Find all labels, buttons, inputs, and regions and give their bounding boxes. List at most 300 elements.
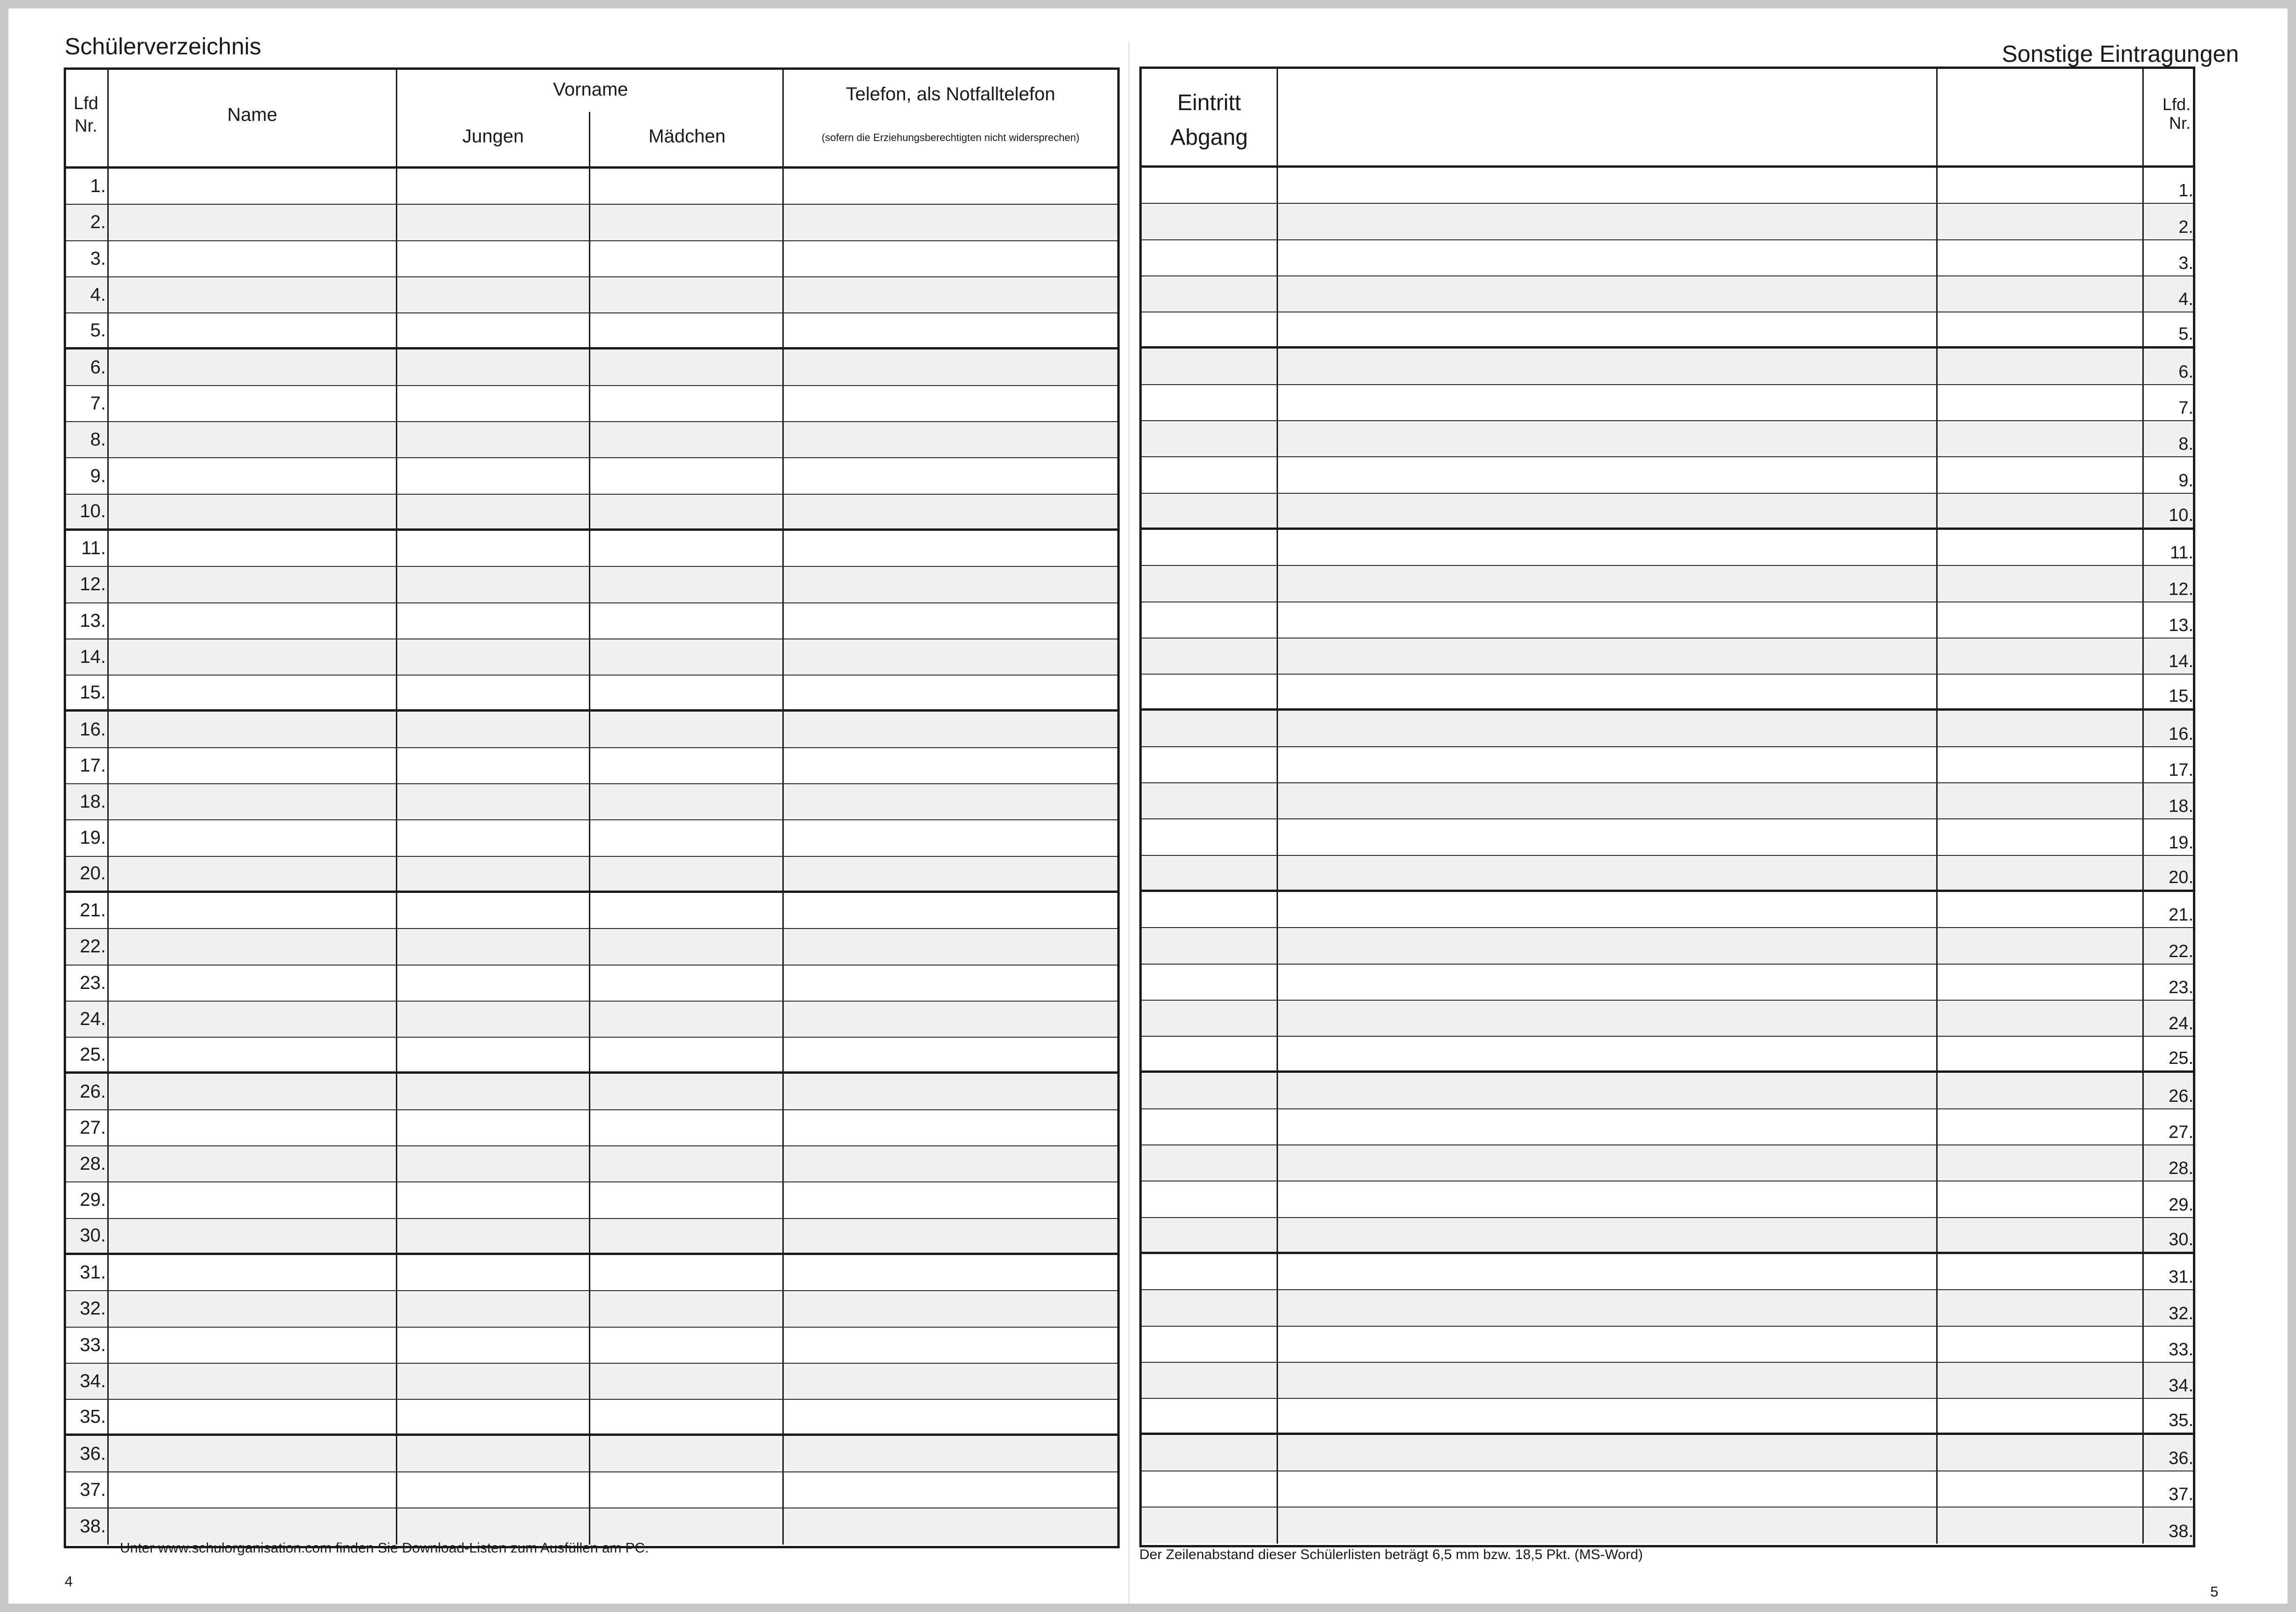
divider	[782, 386, 784, 421]
divider	[782, 422, 784, 457]
divider	[2142, 457, 2144, 492]
divider	[1936, 1218, 1938, 1252]
divider	[1277, 1327, 1278, 1362]
divider	[1936, 1073, 1938, 1108]
divider	[782, 531, 784, 566]
divider	[2142, 639, 2144, 674]
other-entries-table	[1139, 67, 2195, 1547]
table-row	[1142, 819, 2193, 855]
divider	[396, 1219, 397, 1253]
divider	[107, 1400, 109, 1434]
divider	[396, 458, 397, 493]
divider	[589, 712, 590, 747]
table-row	[1142, 457, 2193, 493]
row-number: 17.	[80, 755, 106, 776]
divider	[589, 1472, 590, 1508]
divider	[589, 1255, 590, 1290]
divider	[2142, 747, 2144, 782]
row-number: 9.	[90, 465, 106, 486]
row-number: 6.	[2178, 362, 2193, 382]
divider	[782, 241, 784, 276]
row-number: 21.	[2169, 905, 2193, 925]
divider	[782, 820, 784, 855]
table-row	[1142, 1109, 2193, 1145]
divider	[1936, 1399, 1938, 1433]
table-row	[66, 893, 1117, 929]
divider	[1277, 1037, 1278, 1070]
table-row	[1142, 1399, 2193, 1435]
table-row	[66, 1291, 1117, 1327]
divider	[782, 639, 784, 675]
table-row	[1142, 856, 2193, 892]
page-title-right: Sonstige Eintragungen	[2002, 41, 2239, 67]
divider	[782, 458, 784, 493]
divider	[1277, 1435, 1278, 1470]
divider	[782, 1400, 784, 1434]
table-row	[66, 241, 1117, 277]
divider	[1277, 1508, 1278, 1544]
page-number-left: 4	[65, 1573, 73, 1590]
table-row	[66, 422, 1117, 458]
row-number: 29.	[80, 1189, 106, 1211]
divider	[589, 1146, 590, 1181]
divider	[2142, 385, 2144, 420]
divider	[1277, 856, 1278, 890]
row-number: 1.	[2178, 181, 2193, 201]
divider	[1277, 639, 1278, 674]
divider	[2142, 1037, 2144, 1070]
divider	[782, 1219, 784, 1253]
table-row	[66, 386, 1117, 422]
divider	[1277, 1471, 1278, 1507]
divider	[107, 1255, 109, 1290]
divider	[2142, 1290, 2144, 1325]
row-number: 12.	[80, 574, 106, 595]
divider	[1277, 168, 1278, 203]
divider	[1277, 892, 1278, 927]
table-row	[66, 676, 1117, 712]
divider	[782, 349, 784, 385]
divider	[1936, 856, 1938, 890]
table-header-right	[1142, 69, 2193, 168]
divider	[2142, 349, 2144, 384]
divider	[589, 1110, 590, 1145]
divider	[589, 1400, 590, 1434]
divider	[589, 929, 590, 964]
divider	[1277, 204, 1278, 239]
document-spread	[8, 8, 2288, 1604]
divider	[107, 929, 109, 964]
row-number: 17.	[2169, 760, 2193, 780]
divider	[589, 603, 590, 639]
divider	[396, 820, 397, 855]
table-row	[1142, 240, 2193, 276]
table-row	[66, 1182, 1117, 1218]
table-row	[1142, 1327, 2193, 1363]
divider	[1936, 457, 1938, 492]
divider	[396, 1328, 397, 1363]
divider	[107, 857, 109, 891]
divider	[1936, 168, 1938, 203]
table-row	[66, 857, 1117, 893]
divider	[1277, 1073, 1278, 1108]
divider	[2142, 1254, 2144, 1289]
divider	[1277, 1001, 1278, 1036]
divider	[589, 676, 590, 709]
table-row	[1142, 1218, 2193, 1254]
divider	[589, 639, 590, 675]
divider	[1936, 675, 1938, 708]
divider	[107, 1364, 109, 1399]
row-number: 35.	[2169, 1411, 2193, 1431]
table-row	[1142, 385, 2193, 421]
divider	[589, 1291, 590, 1326]
row-number: 10.	[80, 501, 106, 522]
name-header: Name	[227, 104, 277, 125]
table-row	[1142, 530, 2193, 566]
row-number: 11.	[2170, 543, 2193, 563]
row-number: 37.	[2169, 1484, 2193, 1504]
table-row	[66, 1255, 1117, 1291]
table-row	[66, 712, 1117, 748]
divider	[1936, 783, 1938, 818]
divider	[1277, 965, 1278, 1000]
row-number: 33.	[2169, 1339, 2193, 1359]
divider	[2142, 928, 2144, 963]
table-row	[1142, 312, 2193, 349]
table-row	[66, 458, 1117, 494]
row-number: 36.	[80, 1443, 106, 1464]
table-row	[66, 1328, 1117, 1364]
divider	[107, 639, 109, 675]
divider	[589, 1508, 590, 1545]
divider	[589, 567, 590, 602]
divider	[396, 1472, 397, 1508]
divider	[782, 313, 784, 347]
row-number: 28.	[2169, 1159, 2193, 1179]
table-row	[66, 1002, 1117, 1038]
divider	[1936, 1254, 1938, 1289]
divider	[2142, 819, 2144, 854]
row-number: 8.	[90, 429, 106, 450]
row-number: 27.	[2169, 1122, 2193, 1143]
table-row	[66, 1364, 1117, 1400]
divider	[1277, 385, 1278, 420]
divider	[589, 1182, 590, 1218]
table-row	[66, 748, 1117, 784]
divider	[1936, 349, 1938, 384]
divider	[396, 1002, 397, 1037]
table-row	[1142, 1001, 2193, 1037]
table-row	[1142, 602, 2193, 639]
divider	[2142, 711, 2144, 746]
divider	[396, 313, 397, 347]
divider	[1936, 1037, 1938, 1070]
divider	[2142, 675, 2144, 708]
divider	[1936, 1508, 1938, 1544]
divider	[1936, 1290, 1938, 1325]
divider	[782, 603, 784, 639]
divider	[1936, 421, 1938, 456]
row-number: 31.	[80, 1262, 106, 1283]
row-number: 37.	[80, 1479, 106, 1500]
row-number: 26.	[2169, 1086, 2193, 1106]
divider	[782, 1146, 784, 1181]
row-number: 5.	[90, 319, 106, 341]
divider	[1277, 675, 1278, 708]
row-number: 38.	[80, 1516, 106, 1537]
row-number: 7.	[2178, 398, 2193, 418]
row-number: 10.	[2169, 505, 2193, 525]
row-number: 31.	[2169, 1267, 2193, 1287]
table-row	[1142, 204, 2193, 240]
row-number: 19.	[80, 827, 106, 848]
divider	[1277, 530, 1278, 565]
divider	[396, 1038, 397, 1071]
table-row	[1142, 566, 2193, 602]
divider	[107, 1436, 109, 1471]
divider	[2142, 530, 2144, 565]
divider	[107, 712, 109, 747]
divider	[782, 1182, 784, 1218]
footnote-left: Unter www.schulorganisation.com finden Sie Download-Listen zum Ausfüllen am PC.	[120, 1540, 649, 1556]
table-row	[1142, 1508, 2193, 1544]
row-number: 25.	[80, 1044, 106, 1065]
divider	[107, 676, 109, 709]
table-row	[1142, 1254, 2193, 1290]
row-number: 12.	[2169, 579, 2193, 599]
divider	[2142, 965, 2144, 1000]
row-number: 30.	[80, 1225, 106, 1246]
row-number: 26.	[80, 1081, 106, 1102]
row-number: 24.	[80, 1008, 106, 1029]
table-row	[66, 784, 1117, 820]
divider	[396, 712, 397, 747]
table-row	[1142, 1435, 2193, 1471]
divider	[2142, 1508, 2144, 1544]
divider	[396, 893, 397, 928]
row-number: 4.	[2178, 290, 2193, 310]
divider	[2142, 204, 2144, 239]
divider	[107, 567, 109, 602]
table-row	[66, 1219, 1117, 1255]
lfd-nr-header: Lfd Nr.	[74, 94, 98, 136]
divider	[396, 567, 397, 602]
divider	[396, 929, 397, 964]
divider	[1277, 312, 1278, 346]
row-number: 15.	[80, 682, 106, 703]
divider	[107, 1182, 109, 1218]
table-row	[1142, 747, 2193, 783]
row-number: 14.	[2169, 652, 2193, 672]
divider	[2142, 1181, 2144, 1217]
divider	[1936, 566, 1938, 601]
divider	[1936, 1327, 1938, 1362]
row-number: 20.	[80, 863, 106, 884]
divider	[782, 169, 784, 204]
divider	[396, 748, 397, 783]
divider	[1936, 639, 1938, 674]
divider	[1277, 457, 1278, 492]
divider	[2142, 240, 2144, 275]
divider	[1936, 530, 1938, 565]
table-row	[66, 966, 1117, 1002]
divider	[782, 966, 784, 1001]
row-number: 13.	[2169, 615, 2193, 635]
row-number: 3.	[90, 248, 106, 269]
divider	[782, 1364, 784, 1399]
row-number: 4.	[90, 284, 106, 305]
row-number: 38.	[2169, 1522, 2193, 1542]
table-row	[1142, 711, 2193, 747]
table-row	[66, 313, 1117, 349]
divider	[589, 458, 590, 493]
divider	[782, 784, 784, 819]
row-number: 14.	[80, 646, 106, 667]
table-row	[1142, 892, 2193, 928]
divider	[396, 241, 397, 276]
divider	[396, 1074, 397, 1109]
row-number: 2.	[90, 212, 106, 233]
divider	[1936, 312, 1938, 346]
divider	[589, 277, 590, 312]
table-row	[66, 495, 1117, 531]
divider	[1936, 928, 1938, 963]
divider	[1277, 783, 1278, 818]
divider	[2142, 1327, 2144, 1362]
divider	[1936, 1363, 1938, 1398]
divider	[107, 784, 109, 819]
eintritt-abgang-header: Eintritt Abgang	[1170, 90, 1248, 150]
table-row	[66, 567, 1117, 603]
divider	[1277, 240, 1278, 275]
divider	[589, 1364, 590, 1399]
divider	[107, 458, 109, 493]
divider	[396, 422, 397, 457]
divider	[1277, 1399, 1278, 1433]
divider	[589, 1038, 590, 1071]
table-row	[66, 1074, 1117, 1110]
divider	[1936, 69, 1938, 165]
divider	[589, 169, 590, 204]
divider	[396, 495, 397, 528]
table-header-left	[66, 70, 1117, 169]
divider	[2142, 1001, 2144, 1036]
divider	[589, 313, 590, 347]
divider	[107, 603, 109, 639]
table-row	[66, 929, 1117, 965]
divider	[396, 1436, 397, 1471]
table-row	[66, 169, 1117, 205]
divider	[1936, 385, 1938, 420]
divider	[782, 1328, 784, 1363]
divider	[107, 531, 109, 566]
divider	[396, 205, 397, 240]
divider	[589, 1436, 590, 1471]
divider	[1277, 1363, 1278, 1398]
divider	[107, 1074, 109, 1109]
table-row	[66, 820, 1117, 856]
divider	[1277, 928, 1278, 963]
table-row	[66, 1436, 1117, 1472]
divider	[396, 639, 397, 675]
divider	[396, 1110, 397, 1145]
divider	[396, 531, 397, 566]
divider	[2142, 1145, 2144, 1181]
divider	[2142, 1399, 2144, 1433]
divider	[782, 1255, 784, 1290]
divider	[782, 1038, 784, 1071]
divider	[589, 784, 590, 819]
divider	[1936, 1145, 1938, 1181]
divider	[782, 929, 784, 964]
divider	[1277, 1109, 1278, 1144]
divider	[1277, 69, 1278, 165]
divider	[396, 1508, 397, 1545]
divider	[107, 966, 109, 1001]
table-row	[66, 603, 1117, 639]
table-row	[1142, 421, 2193, 457]
divider	[396, 603, 397, 639]
divider	[782, 857, 784, 891]
divider	[1936, 204, 1938, 239]
lfd-nr-header-right: Lfd. Nr.	[2162, 95, 2191, 133]
row-number: 8.	[2178, 434, 2193, 454]
divider	[589, 1002, 590, 1037]
row-number: 30.	[2169, 1229, 2193, 1249]
divider	[1277, 1181, 1278, 1217]
divider	[2142, 421, 2144, 456]
table-row	[66, 1146, 1117, 1182]
divider	[782, 1110, 784, 1145]
row-number: 22.	[2169, 941, 2193, 961]
divider	[1936, 1471, 1938, 1507]
table-row	[66, 349, 1117, 386]
divider	[1936, 240, 1938, 275]
page-title-left: Schülerverzeichnis	[65, 33, 261, 59]
divider	[589, 1219, 590, 1253]
divider	[396, 1291, 397, 1326]
divider	[1936, 1001, 1938, 1036]
table-row	[1142, 168, 2193, 204]
divider	[396, 1364, 397, 1399]
divider	[782, 676, 784, 709]
divider	[589, 1074, 590, 1109]
divider	[396, 1255, 397, 1290]
divider	[1936, 747, 1938, 782]
row-number: 29.	[2169, 1195, 2193, 1215]
table-row	[1142, 675, 2193, 711]
table-row	[1142, 349, 2193, 385]
row-number: 15.	[2169, 686, 2193, 706]
divider	[2142, 312, 2144, 346]
divider	[589, 495, 590, 528]
divider	[589, 531, 590, 566]
table-row	[66, 1508, 1117, 1545]
divider	[589, 748, 590, 783]
divider	[107, 1508, 109, 1545]
divider	[107, 205, 109, 240]
row-number: 22.	[80, 936, 106, 957]
divider	[782, 712, 784, 747]
divider	[1277, 421, 1278, 456]
divider	[589, 386, 590, 421]
divider	[396, 676, 397, 709]
vorname-header: Vorname	[553, 79, 628, 100]
divider	[2142, 1218, 2144, 1252]
divider	[1936, 1109, 1938, 1144]
divider	[1277, 1145, 1278, 1181]
